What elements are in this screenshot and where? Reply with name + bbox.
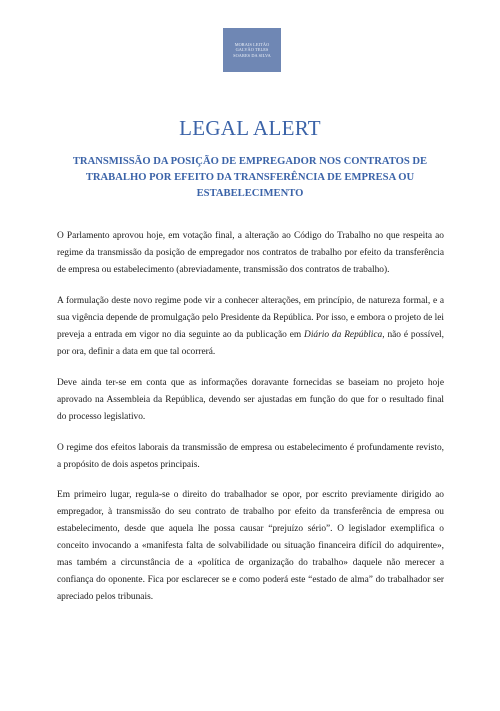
- document-subtitle: TRANSMISSÃO DA POSIÇÃO DE EMPREGADOR NOS CONTRATOS DE TRABALHO POR EFEITO DA TRANSFERÊNCIA DE EMPRESA OU ESTABELECIMENTO: [72, 156, 428, 199]
- paragraph-4: O regime dos efeitos laborais da transmissão de empresa ou estabelecimento é profundamente revisto, a propósito de dois aspetos principais.: [57, 443, 444, 470]
- document-title: LEGAL ALERT: [179, 116, 321, 140]
- logo-line-2: GALVÃO TELES: [235, 47, 269, 53]
- firm-logo: [223, 28, 281, 72]
- paragraph-2-italic: Diário da República: [304, 330, 383, 340]
- logo-line-3: SOARES DA SILVA: [233, 52, 271, 58]
- paragraph-2: [57, 293, 444, 361]
- paragraph-1: O Parlamento aprovou hoje, em votação final, a alteração ao Código do Trabalho no que respeita ao regime da transmissão da posição de empregador nos contratos de trabalho por efeito da transferência de empresa ou estabelecimento (abreviadamente, transmissão dos contratos de trabalho).: [57, 231, 444, 275]
- paragraph-5: Em primeiro lugar, regula-se o direito do trabalhador se opor, por escrito previamente dirigido ao empregador, à transmissão do seu contrato de trabalho por efeito da transferência de empresa ou estabelecimento, desde que aquela lhe possa causar “prejuízo sério”. O legislador exemplifica o conceito invocando a «manifesta falta de solvabilidade ou situação financeira difícil do adquirente», mas também a circunstância de a «política de organização do trabalho» daquele não merecer a confiança do oponente. Fica por esclarecer se e como poderá este “estado de alma” do trabalhador ser apreciado pelos tribunais.: [57, 490, 444, 602]
- paragraph-2-tail: , não é possível, por ora, definir a data em que tal ocorrerá.: [57, 330, 444, 357]
- paragraph-2-text: A formulação deste novo regime pode vir a conhecer alterações, em princípio, de natureza formal, e a sua vigência depende de promulgação pelo Presidente da República. Por isso, e embora o projeto de lei preveja a entrada em vigor no dia seguinte ao da publicação em: [57, 296, 444, 340]
- paragraph-3: Deve ainda ter-se em conta que as informações doravante fornecidas se baseiam no projeto hoje aprovado na Assembleia da República, devendo ser ajustadas em função do que for o resultado final do processo legislativo.: [57, 378, 444, 422]
- logo-line-1: MORAIS LEITÃO: [234, 41, 270, 47]
- document-body: [57, 228, 444, 620]
